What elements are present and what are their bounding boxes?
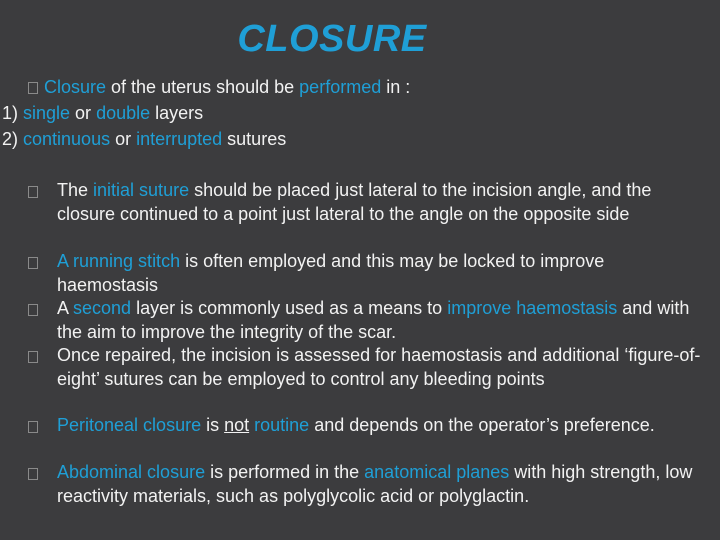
bullet-item-1: The initial suture should be placed just lateral to the incision angle, and the closure continued to a point just lateral to the angle on the opposite side — [57, 180, 652, 224]
checkbox-square-icon — [28, 82, 38, 94]
bullet-item-2: A running stitch is often employed and this may be locked to improve haemostasis — [57, 251, 605, 295]
intro-line-1: Closure of the uterus should be performed in : — [28, 76, 410, 98]
checkbox-square-icon — [28, 349, 42, 365]
intro-line-2: 1) single or double layers — [2, 103, 204, 123]
bullet-item-5: Peritoneal closure is not routine and depends on the operator’s preference. — [57, 415, 655, 435]
intro-line-3: 2) continuous or interrupted sutures — [2, 129, 287, 149]
slide-title: CLOSURE — [237, 18, 427, 60]
bullet-item-3: A second layer is commonly used as a means to improve haemostasis and with the aim to improve the integrity of the scar. — [57, 298, 690, 342]
bullet-item-6: Abdominal closure is performed in the anatomical planes with high strength, low reactivity materials, such as polyglycolic acid or polyglactin. — [57, 462, 693, 506]
checkbox-square-icon — [28, 466, 42, 482]
bullet-item-4: Once repaired, the incision is assessed for haemostasis and additional ‘figure-of-eight’ sutures can be employed to control any bleeding points — [57, 345, 701, 389]
checkbox-square-icon — [28, 255, 42, 271]
checkbox-square-icon — [28, 419, 42, 435]
checkbox-square-icon — [28, 184, 42, 200]
checkbox-square-icon — [28, 302, 42, 318]
